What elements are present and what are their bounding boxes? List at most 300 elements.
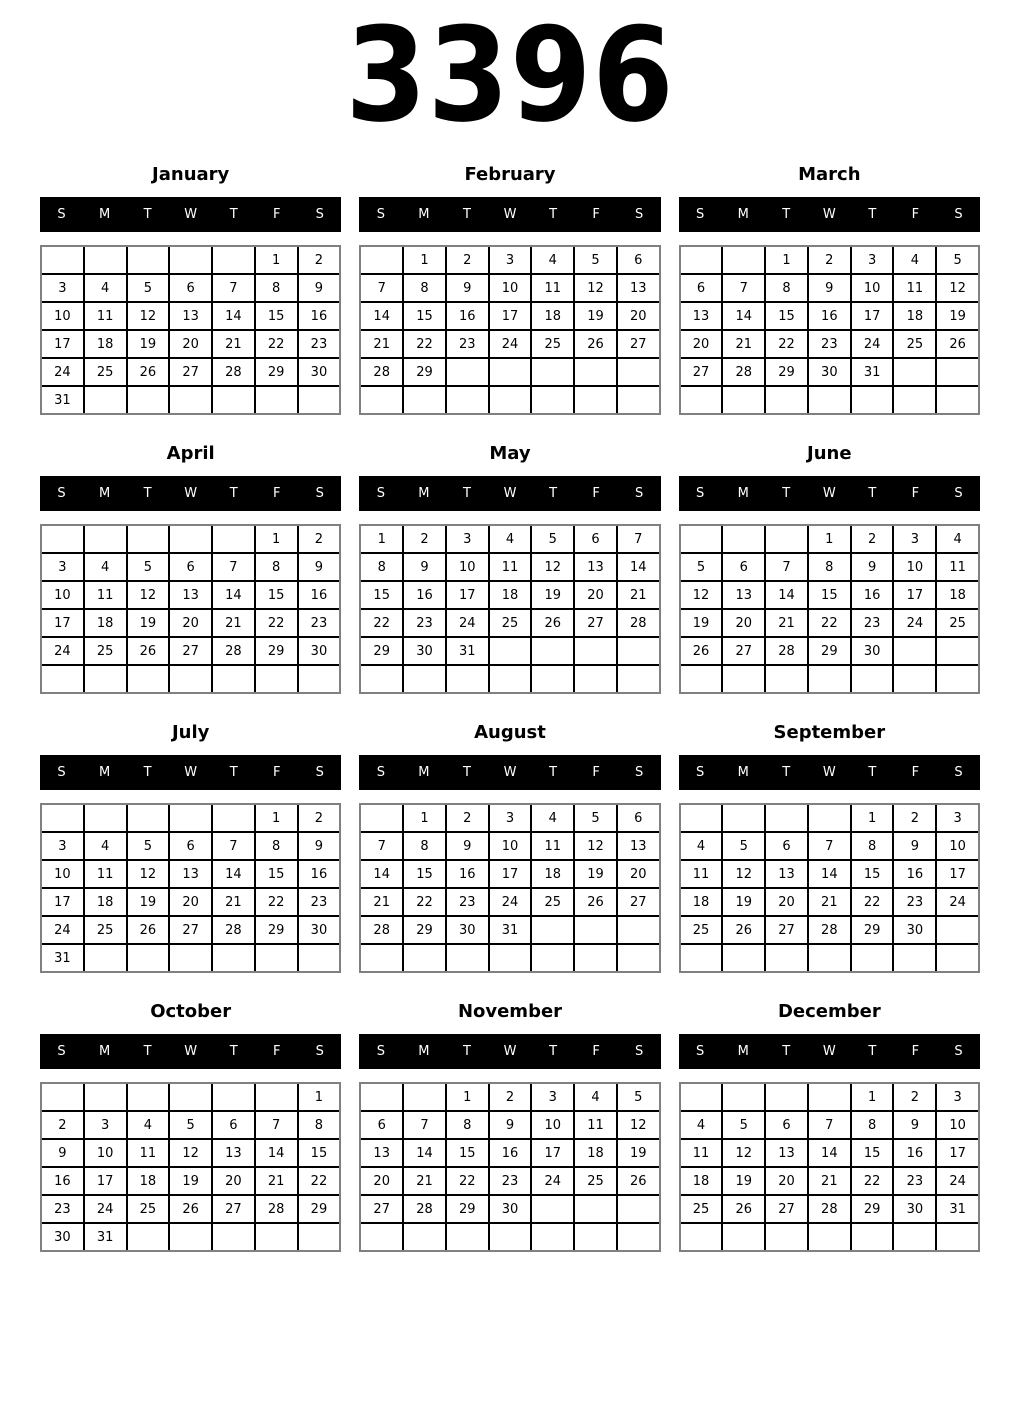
- day-cell: 21: [766, 610, 807, 636]
- weekday-letter: T: [868, 486, 877, 501]
- weekday-letter: S: [315, 207, 324, 222]
- day-cell: 9: [894, 833, 935, 859]
- day-cell: 6: [213, 1112, 254, 1138]
- day-cell: 11: [575, 1112, 616, 1138]
- day-cell: 31: [937, 1196, 978, 1222]
- day-cell: 11: [681, 861, 722, 887]
- empty-day-cell: [723, 1224, 764, 1250]
- day-cell: 27: [681, 359, 722, 385]
- empty-day-cell: [532, 638, 573, 664]
- day-cell: 12: [618, 1112, 659, 1138]
- day-cell: 13: [723, 582, 764, 608]
- empty-day-cell: [618, 945, 659, 971]
- day-cell: 12: [128, 303, 169, 329]
- weekday-letter: M: [98, 1044, 111, 1059]
- month-block: [679, 444, 980, 694]
- empty-day-cell: [42, 247, 83, 273]
- day-cell: 1: [256, 247, 297, 273]
- day-cell: 28: [213, 917, 254, 943]
- day-cell: 30: [299, 359, 340, 385]
- weekday-letter: T: [782, 765, 791, 780]
- day-cell: 26: [723, 917, 764, 943]
- day-cell: 26: [128, 917, 169, 943]
- day-cell: 19: [128, 331, 169, 357]
- empty-day-cell: [618, 387, 659, 413]
- day-cell: 30: [852, 638, 893, 664]
- day-cell: 28: [361, 917, 402, 943]
- empty-day-cell: [490, 1224, 531, 1250]
- empty-day-cell: [299, 945, 340, 971]
- empty-day-cell: [361, 666, 402, 692]
- day-cell: 25: [128, 1196, 169, 1222]
- month-block: [359, 723, 660, 973]
- day-cell: 26: [723, 1196, 764, 1222]
- empty-day-cell: [128, 945, 169, 971]
- empty-day-cell: [404, 945, 445, 971]
- month-grid: [40, 524, 341, 694]
- day-cell: 19: [575, 861, 616, 887]
- day-cell: 29: [809, 638, 850, 664]
- day-cell: 10: [852, 275, 893, 301]
- day-cell: 8: [766, 275, 807, 301]
- day-cell: 14: [723, 303, 764, 329]
- day-cell: 16: [490, 1140, 531, 1166]
- weekday-letter: S: [376, 1044, 385, 1059]
- day-cell: 2: [42, 1112, 83, 1138]
- day-cell: 27: [170, 359, 211, 385]
- day-cell: 29: [404, 917, 445, 943]
- weekday-letter: T: [143, 1044, 152, 1059]
- empty-day-cell: [170, 805, 211, 831]
- month-title: June: [807, 443, 852, 464]
- empty-day-cell: [128, 387, 169, 413]
- day-cell: 8: [299, 1112, 340, 1138]
- empty-day-cell: [894, 359, 935, 385]
- day-cell: 4: [85, 554, 126, 580]
- weekday-letter: T: [549, 765, 558, 780]
- day-cell: 15: [852, 1140, 893, 1166]
- empty-day-cell: [723, 945, 764, 971]
- day-cell: 3: [852, 247, 893, 273]
- day-cell: 27: [170, 638, 211, 664]
- day-cell: 21: [361, 331, 402, 357]
- day-cell: 11: [681, 1140, 722, 1166]
- day-cell: 2: [852, 526, 893, 552]
- empty-day-cell: [361, 247, 402, 273]
- day-cell: 13: [170, 861, 211, 887]
- day-cell: 29: [447, 1196, 488, 1222]
- day-cell: 26: [618, 1168, 659, 1194]
- day-cell: 9: [42, 1140, 83, 1166]
- day-cell: 22: [256, 610, 297, 636]
- day-cell: 4: [532, 247, 573, 273]
- empty-day-cell: [128, 805, 169, 831]
- day-cell: 14: [213, 861, 254, 887]
- empty-day-cell: [213, 387, 254, 413]
- day-cell: 18: [128, 1168, 169, 1194]
- empty-day-cell: [404, 1224, 445, 1250]
- empty-day-cell: [809, 945, 850, 971]
- weekday-letter: S: [954, 765, 963, 780]
- day-cell: 23: [299, 889, 340, 915]
- empty-day-cell: [532, 945, 573, 971]
- month-title: October: [150, 1001, 232, 1022]
- day-cell: 17: [42, 889, 83, 915]
- weekday-letter: M: [98, 765, 111, 780]
- weekday-letter: S: [954, 207, 963, 222]
- day-cell: 11: [490, 554, 531, 580]
- day-cell: 27: [361, 1196, 402, 1222]
- day-cell: 24: [937, 1168, 978, 1194]
- weekday-letter: T: [782, 486, 791, 501]
- day-cell: 1: [852, 805, 893, 831]
- empty-day-cell: [213, 666, 254, 692]
- empty-day-cell: [618, 1224, 659, 1250]
- day-cell: 23: [852, 610, 893, 636]
- empty-day-cell: [618, 1196, 659, 1222]
- day-cell: 5: [937, 247, 978, 273]
- weekday-letter: S: [635, 1044, 644, 1059]
- weekday-letter: W: [503, 765, 517, 780]
- day-cell: 10: [490, 275, 531, 301]
- month-title: May: [489, 443, 531, 464]
- empty-day-cell: [85, 247, 126, 273]
- day-cell: 25: [85, 638, 126, 664]
- day-cell: 28: [361, 359, 402, 385]
- weekday-letter: S: [635, 486, 644, 501]
- day-cell: 15: [361, 582, 402, 608]
- weekday-letter: F: [273, 765, 281, 780]
- empty-day-cell: [361, 945, 402, 971]
- month-block: [40, 165, 341, 415]
- day-cell: 16: [299, 582, 340, 608]
- day-cell: 19: [937, 303, 978, 329]
- day-cell: 25: [532, 889, 573, 915]
- day-cell: 25: [681, 1196, 722, 1222]
- day-cell: 30: [404, 638, 445, 664]
- day-cell: 30: [299, 638, 340, 664]
- weekday-letter: W: [184, 207, 198, 222]
- day-cell: 12: [575, 275, 616, 301]
- empty-day-cell: [723, 526, 764, 552]
- month-block: [679, 1002, 980, 1252]
- day-cell: 22: [447, 1168, 488, 1194]
- day-cell: 6: [170, 275, 211, 301]
- day-cell: 1: [361, 526, 402, 552]
- day-cell: 18: [575, 1140, 616, 1166]
- day-cell: 22: [852, 1168, 893, 1194]
- day-cell: 20: [170, 889, 211, 915]
- month-block: [40, 444, 341, 694]
- day-cell: 10: [532, 1112, 573, 1138]
- day-cell: 15: [256, 582, 297, 608]
- weekday-letter: S: [696, 207, 705, 222]
- weekday-header: [40, 197, 341, 232]
- empty-day-cell: [490, 359, 531, 385]
- day-cell: 6: [575, 526, 616, 552]
- day-cell: 4: [490, 526, 531, 552]
- day-cell: 25: [85, 359, 126, 385]
- empty-day-cell: [447, 666, 488, 692]
- weekday-letter: T: [143, 765, 152, 780]
- weekday-letter: T: [229, 486, 238, 501]
- day-cell: 7: [809, 833, 850, 859]
- day-cell: 17: [490, 861, 531, 887]
- weekday-letter: F: [592, 207, 600, 222]
- weekday-letter: W: [184, 486, 198, 501]
- day-cell: 23: [894, 1168, 935, 1194]
- month-title: January: [152, 164, 230, 185]
- day-cell: 31: [85, 1224, 126, 1250]
- day-cell: 5: [723, 833, 764, 859]
- empty-day-cell: [575, 917, 616, 943]
- empty-day-cell: [681, 526, 722, 552]
- day-cell: 2: [809, 247, 850, 273]
- empty-day-cell: [723, 247, 764, 273]
- weekday-letter: S: [57, 486, 66, 501]
- day-cell: 8: [361, 554, 402, 580]
- day-cell: 15: [256, 861, 297, 887]
- empty-day-cell: [170, 526, 211, 552]
- empty-day-cell: [575, 1224, 616, 1250]
- empty-day-cell: [723, 387, 764, 413]
- weekday-letter: M: [418, 765, 430, 780]
- day-cell: 3: [490, 247, 531, 273]
- empty-day-cell: [170, 666, 211, 692]
- day-cell: 19: [723, 889, 764, 915]
- weekday-letter: T: [229, 1044, 238, 1059]
- empty-day-cell: [361, 1224, 402, 1250]
- month-title: September: [773, 722, 886, 743]
- day-cell: 2: [894, 1084, 935, 1110]
- day-cell: 13: [766, 1140, 807, 1166]
- empty-day-cell: [681, 387, 722, 413]
- day-cell: 10: [42, 861, 83, 887]
- empty-day-cell: [681, 1224, 722, 1250]
- empty-day-cell: [894, 387, 935, 413]
- day-cell: 1: [256, 805, 297, 831]
- day-cell: 9: [299, 833, 340, 859]
- empty-day-cell: [681, 1084, 722, 1110]
- day-cell: 30: [894, 1196, 935, 1222]
- day-cell: 23: [299, 610, 340, 636]
- empty-day-cell: [894, 666, 935, 692]
- day-cell: 13: [618, 833, 659, 859]
- day-cell: 12: [681, 582, 722, 608]
- weekday-header: [359, 197, 660, 232]
- day-cell: 24: [42, 638, 83, 664]
- day-cell: 23: [299, 331, 340, 357]
- empty-day-cell: [213, 526, 254, 552]
- empty-day-cell: [766, 526, 807, 552]
- day-cell: 20: [575, 582, 616, 608]
- day-cell: 11: [85, 303, 126, 329]
- weekday-header: [40, 1034, 341, 1069]
- month-block: [359, 444, 660, 694]
- day-cell: 18: [681, 889, 722, 915]
- weekday-letter: T: [462, 486, 471, 501]
- day-cell: 5: [128, 554, 169, 580]
- day-cell: 23: [447, 889, 488, 915]
- weekday-letter: W: [503, 486, 517, 501]
- day-cell: 14: [618, 554, 659, 580]
- empty-day-cell: [532, 917, 573, 943]
- day-cell: 14: [213, 303, 254, 329]
- day-cell: 22: [256, 889, 297, 915]
- empty-day-cell: [128, 1084, 169, 1110]
- day-cell: 5: [128, 833, 169, 859]
- empty-day-cell: [213, 247, 254, 273]
- day-cell: 29: [256, 917, 297, 943]
- day-cell: 6: [723, 554, 764, 580]
- empty-day-cell: [404, 387, 445, 413]
- day-cell: 3: [42, 833, 83, 859]
- empty-day-cell: [894, 1224, 935, 1250]
- day-cell: 16: [299, 303, 340, 329]
- day-cell: 4: [894, 247, 935, 273]
- day-cell: 29: [852, 917, 893, 943]
- day-cell: 10: [42, 303, 83, 329]
- empty-day-cell: [299, 387, 340, 413]
- day-cell: 21: [213, 889, 254, 915]
- weekday-letter: T: [462, 207, 471, 222]
- day-cell: 25: [85, 917, 126, 943]
- day-cell: 15: [852, 861, 893, 887]
- year-title: 3396: [345, 0, 675, 151]
- day-cell: 12: [723, 1140, 764, 1166]
- empty-day-cell: [404, 1084, 445, 1110]
- day-cell: 12: [532, 554, 573, 580]
- empty-day-cell: [256, 1224, 297, 1250]
- day-cell: 6: [170, 833, 211, 859]
- day-cell: 18: [85, 889, 126, 915]
- empty-day-cell: [128, 666, 169, 692]
- empty-day-cell: [575, 638, 616, 664]
- day-cell: 1: [447, 1084, 488, 1110]
- empty-day-cell: [213, 945, 254, 971]
- day-cell: 28: [213, 359, 254, 385]
- weekday-letter: T: [868, 765, 877, 780]
- month-grid: [359, 803, 660, 973]
- weekday-letter: T: [229, 207, 238, 222]
- day-cell: 18: [937, 582, 978, 608]
- day-cell: 8: [404, 833, 445, 859]
- empty-day-cell: [937, 1224, 978, 1250]
- day-cell: 24: [42, 917, 83, 943]
- day-cell: 4: [85, 275, 126, 301]
- day-cell: 7: [766, 554, 807, 580]
- weekday-letter: F: [911, 1044, 920, 1059]
- day-cell: 31: [490, 917, 531, 943]
- day-cell: 24: [894, 610, 935, 636]
- day-cell: 10: [490, 833, 531, 859]
- day-cell: 29: [361, 638, 402, 664]
- weekday-letter: M: [737, 1044, 749, 1059]
- day-cell: 19: [723, 1168, 764, 1194]
- month-title: December: [777, 1001, 881, 1022]
- day-cell: 21: [213, 331, 254, 357]
- day-cell: 28: [809, 917, 850, 943]
- day-cell: 24: [85, 1196, 126, 1222]
- weekday-header: [359, 755, 660, 790]
- day-cell: 14: [361, 861, 402, 887]
- day-cell: 28: [213, 638, 254, 664]
- weekday-letter: W: [822, 765, 836, 780]
- weekday-letter: S: [376, 207, 385, 222]
- empty-day-cell: [213, 1084, 254, 1110]
- day-cell: 16: [894, 861, 935, 887]
- month-grid: [359, 245, 660, 415]
- weekday-header: [40, 755, 341, 790]
- day-cell: 2: [299, 526, 340, 552]
- weekday-header: [679, 197, 980, 232]
- empty-day-cell: [766, 1084, 807, 1110]
- day-cell: 27: [618, 889, 659, 915]
- day-cell: 8: [256, 554, 297, 580]
- day-cell: 17: [937, 1140, 978, 1166]
- weekday-letter: F: [273, 207, 281, 222]
- day-cell: 14: [809, 1140, 850, 1166]
- day-cell: 1: [404, 805, 445, 831]
- day-cell: 27: [170, 917, 211, 943]
- day-cell: 17: [42, 331, 83, 357]
- day-cell: 12: [128, 582, 169, 608]
- weekday-letter: M: [737, 486, 749, 501]
- day-cell: 1: [299, 1084, 340, 1110]
- weekday-letter: F: [273, 486, 281, 501]
- day-cell: 11: [937, 554, 978, 580]
- day-cell: 31: [42, 387, 83, 413]
- day-cell: 15: [256, 303, 297, 329]
- day-cell: 17: [894, 582, 935, 608]
- weekday-letter: T: [549, 486, 558, 501]
- day-cell: 24: [852, 331, 893, 357]
- day-cell: 8: [852, 1112, 893, 1138]
- day-cell: 12: [128, 861, 169, 887]
- day-cell: 19: [128, 889, 169, 915]
- empty-day-cell: [170, 387, 211, 413]
- month-block: [359, 1002, 660, 1252]
- weekday-letter: S: [696, 486, 705, 501]
- day-cell: 28: [618, 610, 659, 636]
- day-cell: 6: [618, 805, 659, 831]
- empty-day-cell: [723, 1084, 764, 1110]
- day-cell: 30: [42, 1224, 83, 1250]
- empty-day-cell: [85, 1084, 126, 1110]
- weekday-letter: M: [737, 207, 749, 222]
- day-cell: 28: [256, 1196, 297, 1222]
- weekday-letter: T: [868, 207, 877, 222]
- empty-day-cell: [85, 666, 126, 692]
- weekday-letter: S: [315, 765, 324, 780]
- empty-day-cell: [490, 638, 531, 664]
- month-block: [40, 723, 341, 973]
- day-cell: 4: [937, 526, 978, 552]
- day-cell: 9: [299, 275, 340, 301]
- day-cell: 3: [490, 805, 531, 831]
- day-cell: 1: [766, 247, 807, 273]
- day-cell: 10: [85, 1140, 126, 1166]
- day-cell: 30: [894, 917, 935, 943]
- empty-day-cell: [618, 359, 659, 385]
- day-cell: 5: [128, 275, 169, 301]
- day-cell: 12: [170, 1140, 211, 1166]
- day-cell: 7: [404, 1112, 445, 1138]
- day-cell: 17: [532, 1140, 573, 1166]
- empty-day-cell: [809, 805, 850, 831]
- weekday-letter: T: [868, 1044, 877, 1059]
- day-cell: 16: [894, 1140, 935, 1166]
